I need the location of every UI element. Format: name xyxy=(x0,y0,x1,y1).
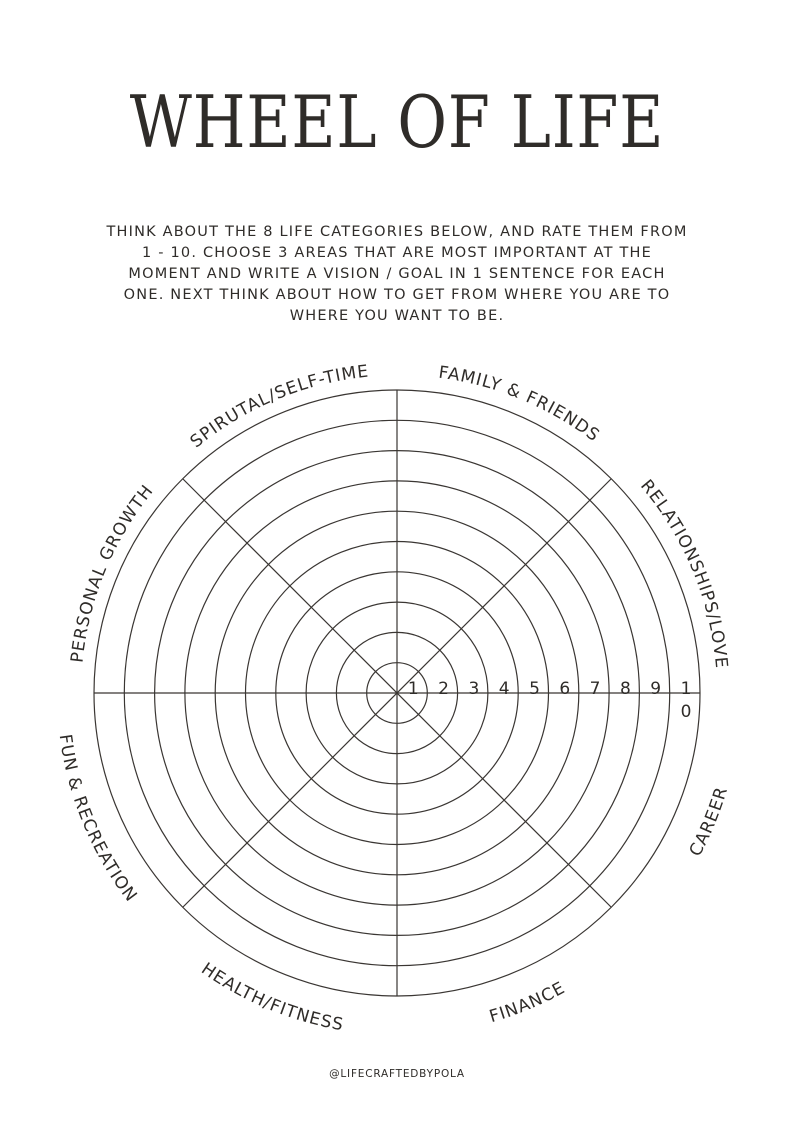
footer-handle: @LIFECRAFTEDBYPOLA xyxy=(329,1068,465,1080)
category-finance: FINANCE xyxy=(487,978,569,1028)
scale-number: 6 xyxy=(559,679,571,699)
scale-numbers xyxy=(408,679,692,722)
scale-number: 8 xyxy=(619,679,631,699)
instruction-line: ONE. NEXT THINK ABOUT HOW TO GET FROM WHERE YOU ARE TO xyxy=(123,287,671,303)
instruction-line: MOMENT AND WRITE A VISION / GOAL IN 1 SENTENCE FOR EACH xyxy=(128,266,666,282)
page-title: WHEEL OF LIFE xyxy=(129,80,665,164)
svg-text:RELATIONSHIPS/LOVE xyxy=(636,476,731,670)
svg-text:HEALTH/FITNESS xyxy=(197,959,345,1035)
scale-number: 1 xyxy=(407,679,419,699)
instruction-line: 1 - 10. CHOOSE 3 AREAS THAT ARE MOST IMPORTANT AT THE xyxy=(142,245,652,261)
category-family-friends: FAMILY & FRIENDS xyxy=(437,362,604,447)
scale-number: 1 xyxy=(680,679,692,699)
svg-text:SPIRUTAL/SELF-TIME xyxy=(187,362,370,453)
svg-text:FAMILY & FRIENDS xyxy=(437,363,603,447)
instruction-line: WHERE YOU WANT TO BE. xyxy=(289,308,505,324)
category-career: CAREER xyxy=(685,784,733,860)
scale-number: 7 xyxy=(589,679,601,699)
wheel-spokes xyxy=(94,390,700,996)
instruction-line: THINK ABOUT THE 8 LIFE CATEGORIES BELOW, AND RATE THEM FROM xyxy=(106,224,688,240)
scale-number: 2 xyxy=(438,679,450,699)
category-spiritual-self-time: SPIRUTAL/SELF-TIME xyxy=(186,361,371,453)
svg-text:PERSONAL GROWTH xyxy=(67,481,157,664)
scale-number: 5 xyxy=(529,679,540,699)
scale-number: 4 xyxy=(498,679,510,699)
category-relationships-love: RELATIONSHIPS/LOVE xyxy=(636,476,732,670)
category-health-fitness: HEALTH/FITNESS xyxy=(197,959,346,1036)
scale-number: 3 xyxy=(468,679,480,699)
category-fun-recreation: FUN & RECREATION xyxy=(54,733,142,907)
svg-text:CAREER xyxy=(686,784,733,860)
scale-number: 9 xyxy=(650,679,662,699)
category-personal-growth: PERSONAL GROWTH xyxy=(67,481,158,664)
svg-text:FINANCE xyxy=(487,978,569,1027)
scale-number: 0 xyxy=(680,702,692,722)
svg-text:FUN & RECREATION xyxy=(55,733,141,906)
